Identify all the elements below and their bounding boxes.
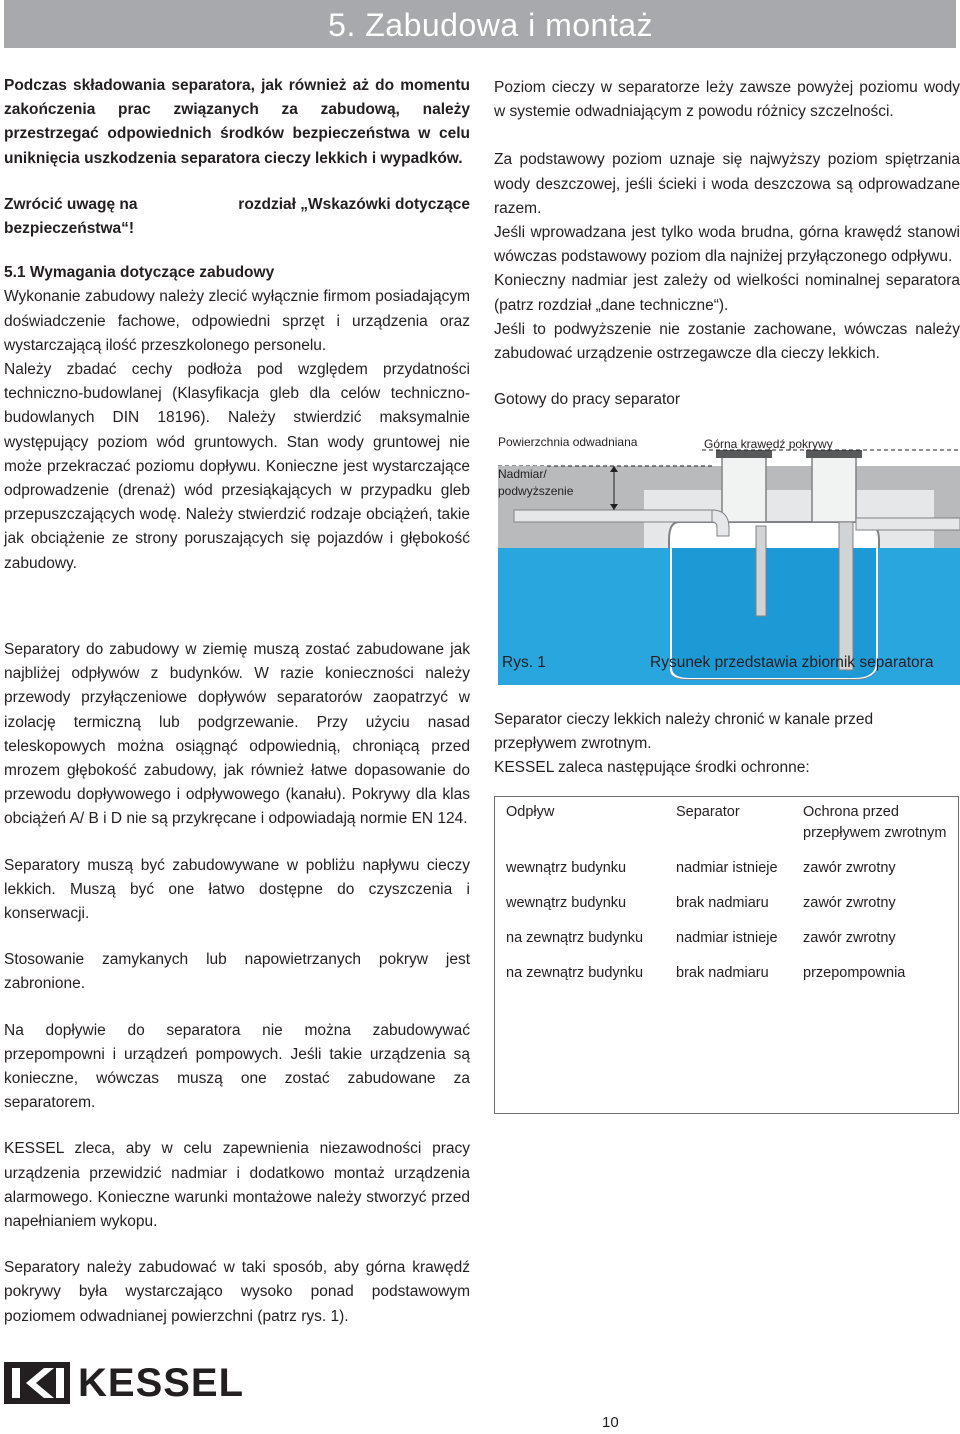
figure-title: Gotowy do pracy separator (494, 391, 681, 409)
section-heading: 5.1 Wymagania dotyczące zabudowy (4, 264, 275, 282)
table-row (494, 920, 960, 955)
paragraph-covers: Stosowanie zamykanych lub napowietrzanych pokryw jest zabronione. (4, 951, 470, 993)
paragraph-pumps: Na dopływie do separatora nie można zabudowywać przepompowni i urządzeń pompowych. Jeśli takie urządzenia są konieczne, wówczas muszą one zostać zabudowane za separatorem. (4, 1021, 470, 1112)
table-row (494, 885, 960, 920)
table-header-separator: Separator (676, 804, 740, 820)
label-cover-edge: Górna krawędź pokrywy (704, 437, 833, 451)
coalescence-filter (839, 522, 853, 670)
table-cell: brak nadmiaru (676, 965, 769, 981)
table-cell: nadmiar istnieje (676, 930, 778, 946)
figure-number: Rys. 1 (502, 654, 546, 671)
safety-note-part-c: bezpieczeństwa“! (4, 220, 135, 238)
paragraph-cover-height: Separatory należy zabudować w taki sposób, aby górna krawędź pokrywy była wystarczająco wysoko ponad podstawowym poziomem odwadnianej powierzchni (patrz rys. 1). (4, 1259, 470, 1325)
safety-note-line (4, 193, 470, 217)
paragraph-excess: Konieczny nadmiar jest zależy od wielkości nominalnej separatora (patrz rozdział „dane techniczne“). (494, 272, 960, 314)
inflow-pipe (514, 510, 714, 522)
paragraph-soil: Należy zbadać cechy podłoża pod względem przydatności techniczno-budowlanej (Klasyfikacja gleb dla celów techniczno-budowlanych DIN 18196). Należy stwierdzić maksymalnie występujący poziom wód gruntowych. Stan wody gruntowej nie może przekraczać poziomu dopływu. Konieczne jest wystarczające odprowadzenie (drenaż) wód przesiąkających w przypadku gleb przepuszczających wodę. Należy stwierdzić rodzaje obciążeń, takie jak obciążenie ze strony poruszających się pojazdów i głębokość zabudowy. (4, 361, 470, 572)
paragraph-access: Separatory muszą być zabudowywane w pobliżu napływu cieczy lekkich. Muszą być one łatwo dostępne do czyszczenia i konserwacji. (4, 856, 470, 923)
table-cell: brak nadmiaru (676, 895, 769, 911)
paragraph-backflow: Separator cieczy lekkich należy chronić w kanale przed przepływem zwrotnym. (494, 711, 874, 753)
table-cell: zawór zwrotny (803, 860, 896, 876)
table-cell: przepompownia (803, 965, 906, 981)
label-excess-1: Nadmiar/ (498, 467, 547, 481)
float-tube (756, 526, 766, 616)
page-title: 5. Zabudowa i montaż (328, 7, 653, 43)
paragraph-warning-device: Jeśli to podwyższenie nie zostanie zachowane, wówczas należy zabudować urządzenie ostrzegawcze dla cieczy lekkich. (494, 320, 960, 363)
paragraph-liquid-level: Poziom cieczy w separatorze leży zawsze powyżej poziomu wody w systemie odwadniającym z powodu różnicy szczelności. (494, 79, 960, 121)
table-cell: nadmiar istnieje (676, 860, 778, 876)
table-cell: zawór zwrotny (803, 895, 896, 911)
page-number: 10 (602, 1414, 619, 1431)
table-cell: wewnątrz budynku (506, 860, 627, 876)
table-cell: zawór zwrotny (803, 930, 896, 946)
right-column-lower (494, 708, 960, 781)
table-row (494, 850, 960, 885)
left-column-lower (4, 638, 470, 1329)
table-cell: na zewnątrz budynku (506, 930, 644, 946)
label-drained-surface: Powierzchnia odwadniana (498, 435, 638, 449)
right-column (494, 76, 960, 412)
intro-paragraph: Podczas składowania separatora, jak również aż do momentu zakończenia prac związanych za zabudową, należy przestrzegać odpowiednich środków bezpieczeństwa w celu uniknięcia uszkodzenia separatora cieczy lekkich i wypadków. (4, 77, 470, 167)
protection-table (494, 796, 960, 990)
shaft-right (812, 454, 856, 522)
table-header-outflow: Odpływ (506, 804, 555, 820)
kessel-logo (4, 1360, 244, 1406)
separator-figure (494, 430, 960, 685)
table-row (494, 955, 960, 990)
left-column (4, 74, 470, 576)
label-excess-2: podwyższenie (498, 484, 574, 498)
safety-note-part-b: rozdział „Wskazówki dotyczące (238, 195, 470, 213)
paragraph-alarm: KESSEL zleca, aby w celu zapewnienia niezawodności pracy urządzenia przewidzić nadmiar i dodatkowo montaż urządzenia alarmowego. Konieczne warunki montażowe należy stworzyć przed napełnianiem wykopu. (4, 1140, 470, 1231)
table-header-protection: Ochrona przed przepływem zwrotnym (803, 804, 947, 841)
shaft-left (722, 454, 766, 522)
page-header-bar (4, 0, 956, 48)
outflow-pipe (856, 518, 960, 530)
brand-name: KESSEL (78, 1361, 245, 1405)
figure-caption: Rysunek przedstawia zbiornik separatora (650, 654, 934, 671)
table-header-row (494, 796, 960, 850)
paragraph-placement: Separatory do zabudowy w ziemię muszą zostać zabudowane jak najbliżej odpływów z budynków. W razie konieczności należy przewody przyłączeniowe dopływów separatorów zaopatrzyć w izolację termiczną lub podgrzewanie. Przy użyciu nasad teleskopowych można osiągnąć odpowiednią, chroniącą przed mrozem głębokość zabudowy, jak również łatwe dopasowanie do przewodu dopływowego i odpływowego (kanału). Pokrywy dla klas obciążeń A/ B i D nie są przykręcane i odpowiadają normie EN 124. (4, 641, 470, 828)
table-cell: na zewnątrz budynku (506, 965, 644, 981)
paragraph-dirty-water: Jeśli wprowadzana jest tylko woda brudna, górna krawędź stanowi wówczas podstawowy poziom dla najniżej przyłączonego odpływu. (494, 224, 960, 266)
separator-diagram (494, 430, 960, 685)
table-cell: wewnątrz budynku (506, 895, 627, 911)
safety-note-part-a: Zwrócić uwagę na (4, 195, 138, 213)
paragraph-base-level: Za podstawowy poziom uznaje się najwyższy poziom spiętrzania wody deszczowej, jeśli ścieki i woda deszczowa są odprowadzane razem. (494, 151, 960, 217)
paragraph-contractors: Wykonanie zabudowy należy zlecić wyłącznie firmom posiadającym doświadczenie fachowe, odpowiedni sprzęt i urządzenia oraz wystarczającą ilość przeszkolonego personelu. (4, 288, 470, 354)
paragraph-recommend: KESSEL zaleca następujące środki ochronne: (494, 759, 810, 777)
